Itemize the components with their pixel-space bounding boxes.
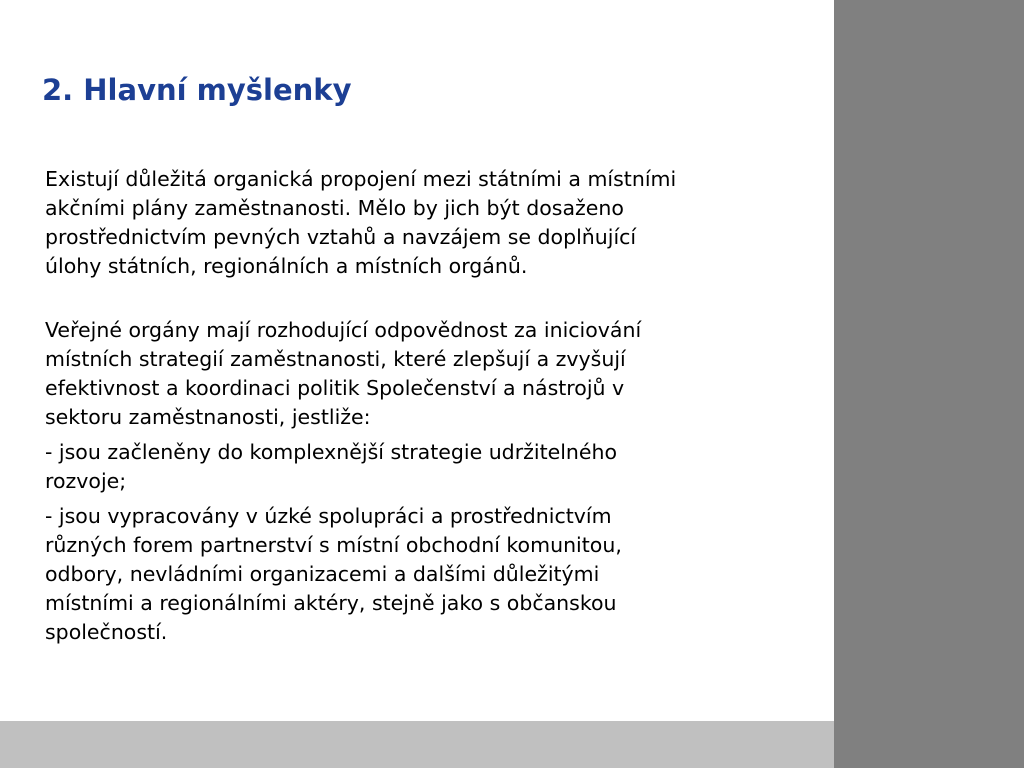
bullet-item-1 <box>45 438 815 496</box>
text-line: místními a regionálními aktéry, stejně jako s občanskou <box>45 591 617 615</box>
text-line: místních strategií zaměstnanosti, které zlepšují a zvyšují <box>45 347 626 371</box>
bullet-item-2 <box>45 502 815 647</box>
text-line: Veřejné orgány mají rozhodující odpovědnost za iniciování <box>45 318 642 342</box>
paragraph-1 <box>45 165 815 281</box>
paragraph-2 <box>45 316 815 432</box>
text-line: odbory, nevládními organizacemi a dalšími důležitými <box>45 562 600 586</box>
text-line: Existují důležitá organická propojení mezi státními a místními <box>45 167 677 191</box>
text-line: úlohy státních, regionálních a místních orgánů. <box>45 254 528 278</box>
slide-title: 2. Hlavní myšlenky <box>42 73 352 107</box>
text-line: - jsou vypracovány v úzké spolupráci a prostřednictvím <box>45 504 612 528</box>
text-line: akčními plány zaměstnanosti. Mělo by jich být dosaženo <box>45 196 624 220</box>
text-line: efektivnost a koordinaci politik Společenství a nástrojů v <box>45 376 625 400</box>
text-line: rozvoje; <box>45 469 127 493</box>
text-line: - jsou začleněny do komplexnější strategie udržitelného <box>45 440 618 464</box>
text-line: společností. <box>45 620 168 644</box>
text-line: různých forem partnerství s místní obchodní komunitou, <box>45 533 622 557</box>
right-decorative-bar <box>834 0 1024 768</box>
bottom-decorative-bar <box>0 721 834 768</box>
text-line: prostřednictvím pevných vztahů a navzájem se doplňující <box>45 225 637 249</box>
text-line: sektoru zaměstnanosti, jestliže: <box>45 405 371 429</box>
slide-body <box>45 165 815 647</box>
